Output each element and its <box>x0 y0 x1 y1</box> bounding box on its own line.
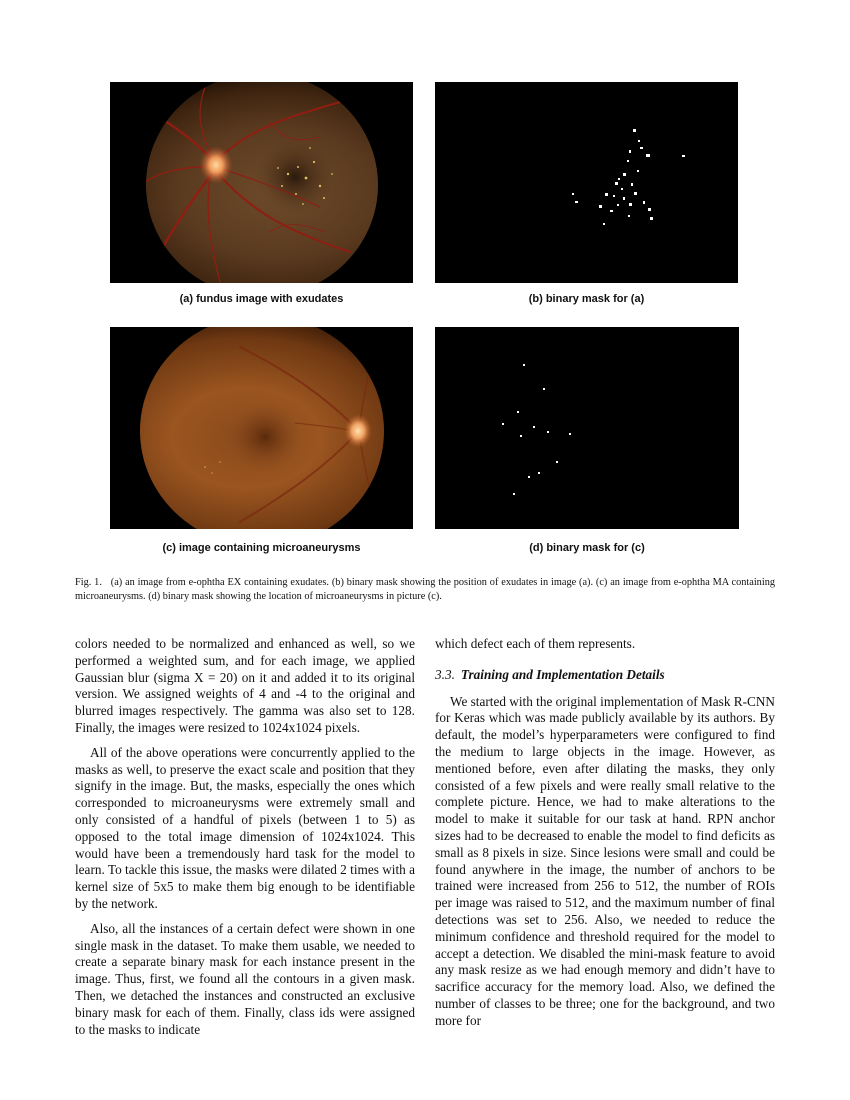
subfigure-label-a: (a) fundus image with exudates <box>179 293 344 305</box>
subfigure-label-d: (d) binary mask for (c) <box>529 542 645 554</box>
section-number: 3.3. <box>435 666 455 682</box>
exudates-mask-graphic <box>435 82 738 283</box>
section-title: Training and Implementation Details <box>460 666 665 682</box>
fundus-microaneurysms-graphic <box>110 327 413 529</box>
microaneurysms-mask-graphic <box>435 327 739 529</box>
right-column <box>435 636 775 1038</box>
fundus-exudates-graphic <box>110 82 413 283</box>
left-paragraph-3: Also, all the instances of a certain defect were shown in one single mask in the dataset. To make them usable, we needed to create a separate binary mask for each instance present in the image. Thus, first, we found all the contours in a given mask. Then, we detached the instances and constructed an exclusive binary mask for each of them. Finally, class ids were assigned to the masks to indicate <box>75 920 415 1037</box>
subfigure-label-c: (c) image containing microaneurysms <box>162 542 361 554</box>
figure-caption-tag: Fig. 1. <box>75 577 102 588</box>
fundus-exudates-image <box>110 82 413 283</box>
left-paragraph-2: All of the above operations were concurrently applied to the masks as well, to preserve the exact scale and position that they signify in the image. But, the masks, especially the ones which corresponded to microaneurysms were extremely small and only consisted of a handful of pixels (between 1 to 5) as opposed to the total image dimension of 1024x1024. This would have been a tremendously hard task for the model to learn. To tackle this issue, the masks were dilated 2 times with a kernel size of 5x5 to make them big enough to be identifiable by the network. <box>75 744 415 911</box>
figure-caption <box>75 576 775 604</box>
left-column <box>75 636 415 1046</box>
microaneurysms-binary-mask-image <box>435 327 739 529</box>
left-paragraph-1: colors needed to be normalized and enhanced as well, so we performed a weighted sum, and for each image, we applied Gaussian blur (sigma X = 20) on it and added it to its original version. We assigned weights of 4 and -4 to the original and blurred images respectively. The gamma was also set to 128. Finally, the images were resized to 1024x1024 pixels. <box>75 636 415 735</box>
figure-caption-text: (a) an image from e-ophtha EX containing exudates. (b) binary mask showing the position of exudates in image (a). (c) an image from e-ophtha MA containing microaneurysms. (d) binary mask showing the location of microaneurysms in picture (c). <box>75 577 775 602</box>
right-paragraph-1: We started with the original implementation of Mask R-CNN for Keras which was made publicly available by its authors. By default, the model’s hyperparameters were configured to find the medium to large objects in the image. However, as mentioned before, even after dilating the masks, they only consisted of a few pixels and were really small relative to the complete picture. Hence, we had to make alterations to the model to make it suitable for our task at hand. RPN anchor sizes had to be decreased to enable the model to find deficits as small as 8 pixels in size. Since lesions were small and could be found anywhere in the image, the number of anchors to be trained were increased from 256 to 512, the number of ROIs per image was raised to 512, and the maximum number of final detections was set to 256. Also, we needed to reduce the minimum confidence and threshold required for the model to accept a detection. We disabled the mini-mask feature to avoid any mask resize as we had enough memory and didn’t have to sacrifice accuracy for the memory load. Also, we defined the number of classes to be three; one for the background, and two more for <box>435 693 775 1028</box>
subfigure-label-b: (b) binary mask for (a) <box>528 293 645 305</box>
fundus-microaneurysms-image <box>110 327 413 529</box>
section-heading <box>435 667 775 684</box>
exudates-binary-mask-image <box>435 82 738 283</box>
right-paragraph-0: which defect each of them represents. <box>435 636 636 651</box>
